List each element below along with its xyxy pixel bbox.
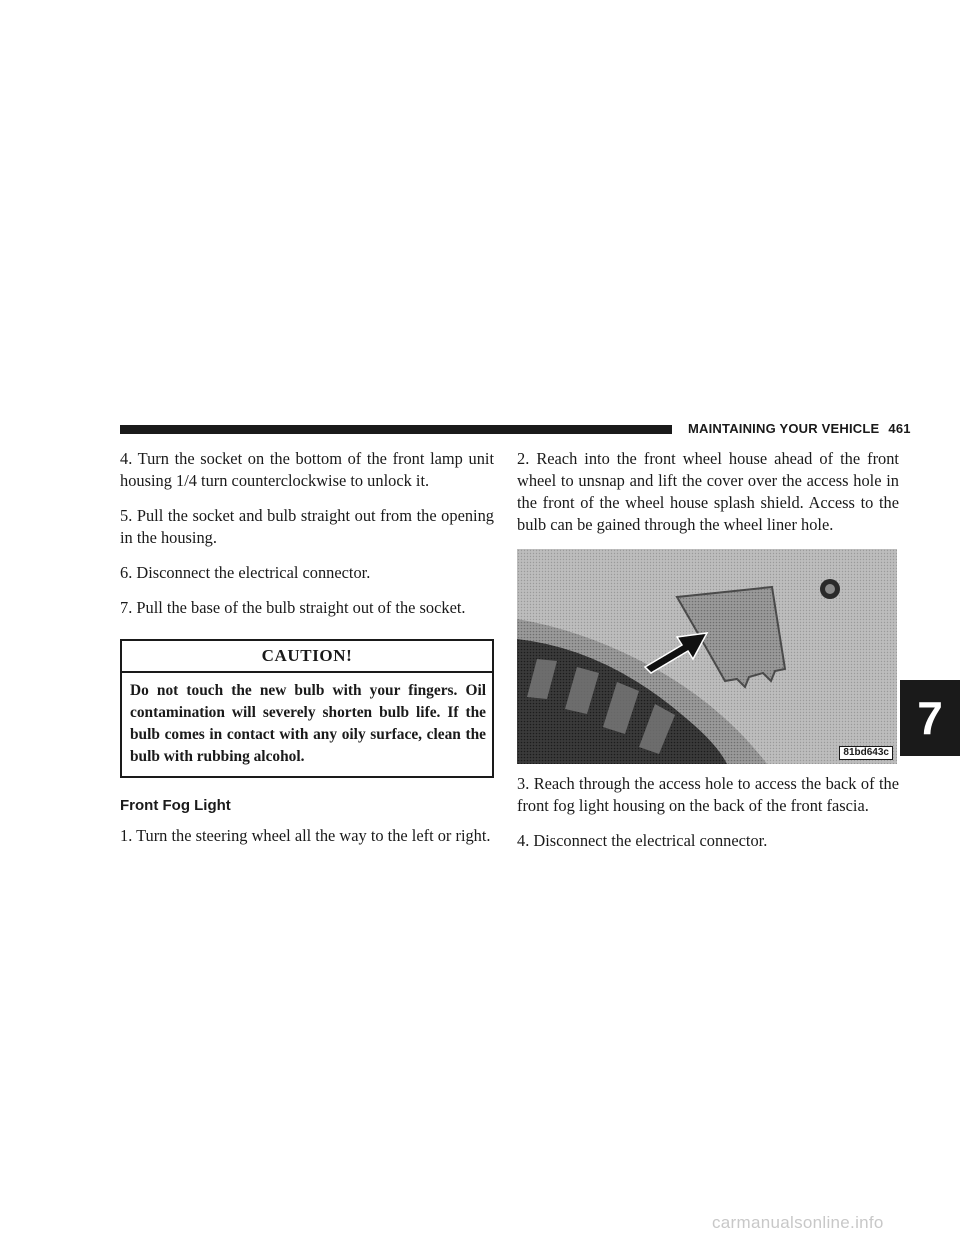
caution-box: [120, 639, 494, 778]
running-header: [688, 421, 911, 436]
chapter-tab: 7: [900, 680, 960, 756]
header-rule: [120, 425, 672, 434]
step-7: 7. Pull the base of the bulb straight out of the socket.: [120, 598, 466, 617]
image-code-label: 81bd643c: [839, 746, 893, 760]
step-5: 5. Pull the socket and bulb straight out from the opening in the housing.: [120, 506, 494, 547]
watermark: carmanualsonline.info: [712, 1213, 884, 1232]
fog-step-3: 3. Reach through the access hole to access the back of the front fog light housing on the back of the front fascia.: [517, 774, 899, 815]
caution-text: Do not touch the new bulb with your fingers. Oil contamination will severely shorten bulb life. If the bulb comes in contact with any oily surface, clean the bulb with rubbing alcohol.: [130, 682, 486, 765]
step-6: 6. Disconnect the electrical connector.: [120, 563, 371, 582]
fog-step-1: 1. Turn the steering wheel all the way to the left or right.: [120, 826, 491, 845]
step-4: 4. Turn the socket on the bottom of the front lamp unit housing 1/4 turn counterclockwise to unlock it.: [120, 449, 494, 490]
left-column: [120, 448, 494, 860]
caution-title: CAUTION!: [122, 641, 492, 673]
photo-illustration: [517, 549, 897, 764]
fog-step-2: 2. Reach into the front wheel house ahead of the front wheel to unsnap and lift the cover over the access hole in the front of the wheel house splash shield. Access to the bulb can be gained through the wheel liner hole.: [517, 449, 899, 534]
section-heading-front-fog-light: Front Fog Light: [120, 797, 231, 814]
fog-step-4: 4. Disconnect the electrical connector.: [517, 831, 768, 850]
section-title: MAINTAINING YOUR VEHICLE: [688, 421, 880, 436]
page-number: 461: [888, 421, 911, 436]
right-column: [517, 448, 899, 865]
access-hole-photo: [517, 549, 897, 764]
